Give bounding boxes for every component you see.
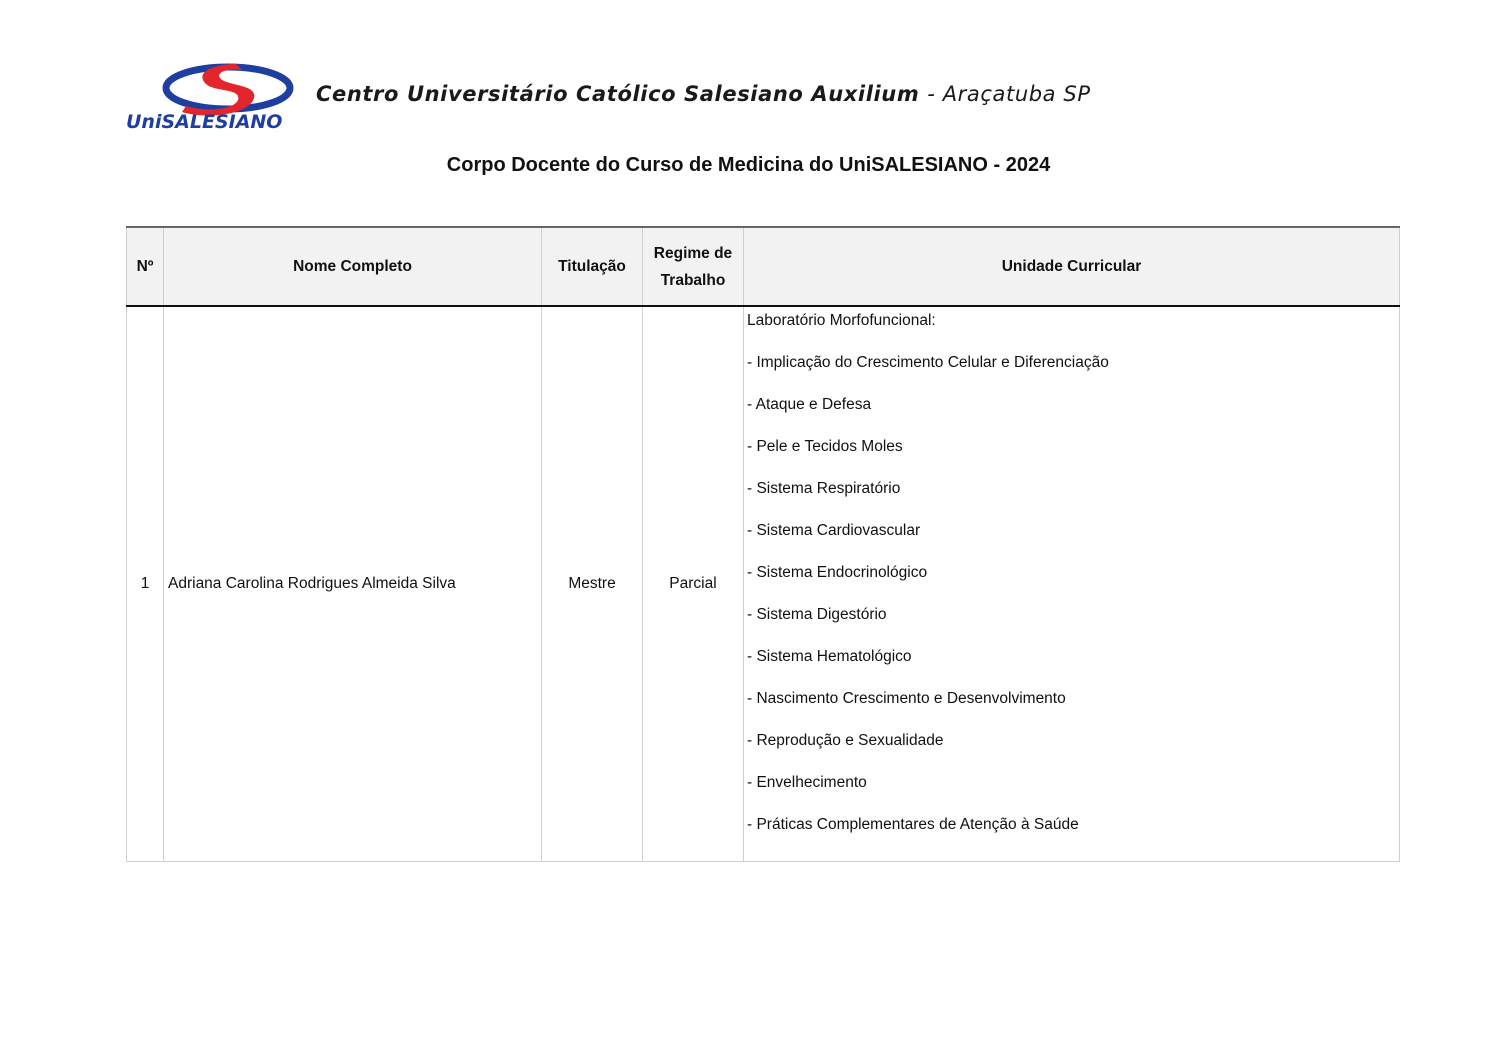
unisalesiano-logo bbox=[124, 60, 334, 132]
unit-item: - Sistema Cardiovascular bbox=[747, 522, 921, 539]
cell-title: Mestre bbox=[542, 306, 643, 862]
unit-item: - Sistema Respiratório bbox=[747, 480, 901, 497]
unit-item: - Sistema Endocrinológico bbox=[747, 564, 928, 581]
unit-item: - Implicação do Crescimento Celular e Diferenciação bbox=[747, 354, 1109, 371]
table-header-row bbox=[127, 227, 1400, 306]
institution-name: Centro Universitário Católico Salesiano Auxilium bbox=[316, 82, 920, 106]
logo-mark bbox=[124, 60, 334, 132]
unit-item: - Nascimento Crescimento e Desenvolvimento bbox=[747, 690, 1066, 707]
column-header-number: Nº bbox=[127, 227, 164, 306]
institution-city: - Araçatuba SP bbox=[927, 82, 1091, 106]
column-header-regime bbox=[643, 227, 744, 306]
faculty-table bbox=[126, 226, 1400, 862]
unit-item: - Pele e Tecidos Moles bbox=[747, 438, 903, 455]
unit-item: - Práticas Complementares de Atenção à Saúde bbox=[747, 816, 1079, 833]
column-header-regime-line2: Trabalho bbox=[660, 271, 726, 289]
column-header-title: Titulação bbox=[542, 227, 643, 306]
cell-units bbox=[744, 306, 1400, 862]
logo-wordmark: UniSALESIANO bbox=[126, 111, 283, 132]
cell-regime: Parcial bbox=[643, 306, 744, 862]
document-title: Corpo Docente do Curso de Medicina do UniSALESIANO - 2024 bbox=[446, 154, 1051, 176]
column-header-regime-line1: Regime de bbox=[653, 244, 733, 262]
cell-name: Adriana Carolina Rodrigues Almeida Silva bbox=[164, 306, 542, 862]
cell-number: 1 bbox=[127, 306, 164, 862]
column-header-name: Nome Completo bbox=[164, 227, 542, 306]
unit-item: - Ataque e Defesa bbox=[747, 396, 872, 413]
units-heading: Laboratório Morfofuncional: bbox=[747, 312, 936, 329]
unit-item: - Envelhecimento bbox=[747, 774, 867, 791]
institution-header bbox=[316, 82, 1091, 106]
table-row bbox=[127, 306, 1400, 862]
unit-item: - Sistema Hematológico bbox=[747, 648, 912, 665]
unit-item: - Reprodução e Sexualidade bbox=[747, 732, 944, 749]
column-header-units: Unidade Curricular bbox=[744, 227, 1400, 306]
unit-item: - Sistema Digestório bbox=[747, 606, 887, 623]
